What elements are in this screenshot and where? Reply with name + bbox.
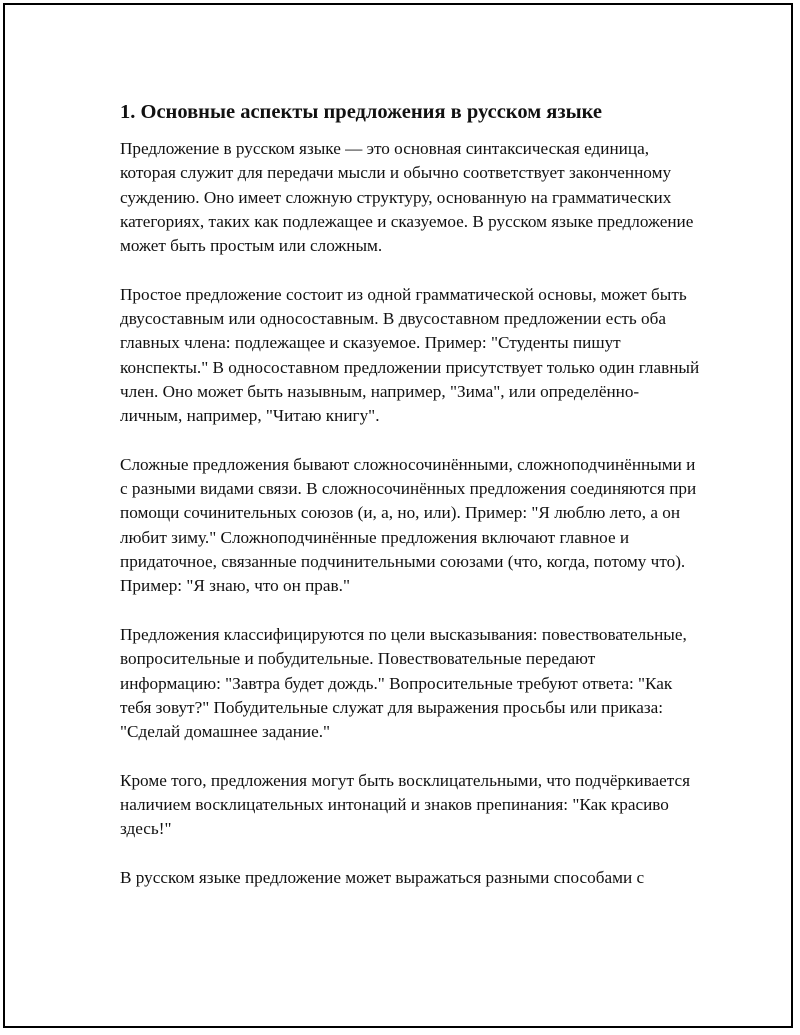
paragraph-5: Кроме того, предложения могут быть восклицательными, что подчёркивается наличием восклицательных интонаций и знаков препинания: "Как красиво здесь!" — [120, 770, 691, 839]
paragraph-1: Предложение в русском языке — это основная синтаксическая единица, которая служит для передачи мысли и обычно соответствует законченному суждению. Оно имеет сложную структуру, основанную на грамматических категориях, таких как подлежащее и сказуемое. В русском языке предложение может быть простым или сложным. — [120, 139, 694, 256]
paragraph-4: Предложения классифицируются по цели высказывания: повествовательные, вопросительные и побудительные. Повествовательные передают информацию: "Завтра будет дождь." Вопросительные требуют ответа: "Как тебя зовут?" Побудительные служат для выражения просьбы или приказа: "Сделай домашнее задание." — [120, 624, 687, 742]
document-page — [3, 3, 793, 1028]
paragraph-3: Сложные предложения бывают сложносочинёнными, сложноподчинёнными и с разными видами связи. В сложносочинённых предложения соединяются при помощи сочинительных союзов (и, а, но, или). Пример: "Я люблю лето, а он любит зиму." Сложноподчинённые предложения включают главное и придаточное, связанные подчинительными союзами (что, когда, потому что). Пример: "Я знаю, что он прав." — [120, 454, 697, 596]
document-body — [120, 100, 700, 915]
section-heading: 1. Основные аспекты предложения в русском языке — [120, 101, 603, 123]
paragraph-2: Простое предложение состоит из одной грамматической основы, может быть двусоставным или односоставным. В двусоставном предложении есть оба главных члена: подлежащее и сказуемое. Пример: "Студенты пишут конспекты." В односоставном предложении присутствует только один главный член. Оно может быть назывным, например, "Зима", или определённо-личным, например, "Читаю книгу". — [120, 284, 700, 426]
paragraph-6: В русском языке предложение может выражаться разными способами с — [120, 867, 645, 887]
